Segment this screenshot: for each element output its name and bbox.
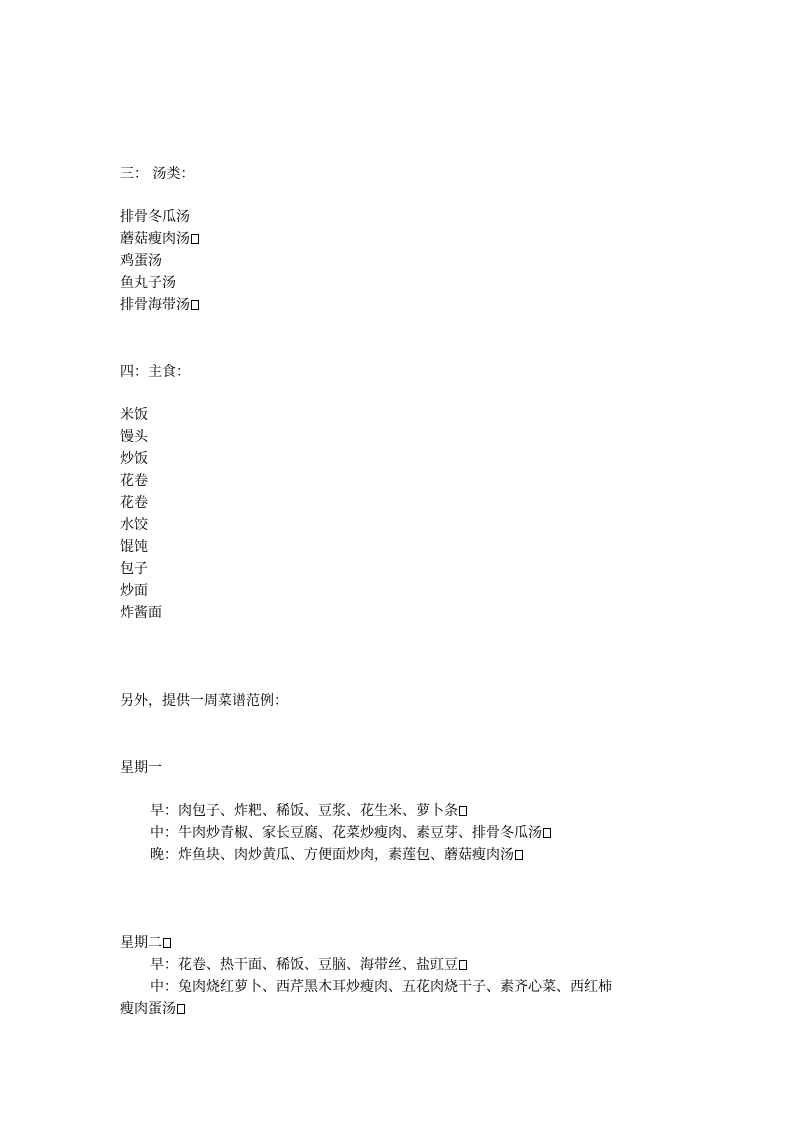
missing-glyph-box — [459, 960, 467, 970]
monday-dinner: 晚：炸鱼块、肉炒黄瓜、方便面炒肉，素莲包、蘑菇瘦肉汤 — [150, 844, 523, 866]
staple-item: 馄饨 — [120, 539, 148, 555]
missing-glyph-box — [177, 1004, 185, 1014]
tuesday-breakfast: 早：花卷、热干面、稀饭、豆脑、海带丝、盐豇豆 — [150, 954, 467, 976]
missing-glyph-box — [459, 806, 467, 816]
soup-item: 排骨冬瓜汤 — [120, 209, 190, 225]
missing-glyph-box — [515, 850, 523, 860]
staple-item: 花卷 — [120, 495, 148, 511]
tuesday-title: 星期二 — [120, 932, 171, 954]
missing-glyph-box — [163, 938, 171, 948]
staple-item: 花卷 — [120, 473, 148, 489]
staple-item: 炸酱面 — [120, 605, 162, 621]
staple-item: 米饭 — [120, 407, 148, 423]
staple-item: 炒饭 — [120, 451, 148, 467]
monday-breakfast: 早：肉包子、炸粑、稀饭、豆浆、花生米、萝卜条 — [150, 800, 467, 822]
staple-heading: 四：主食： — [120, 364, 190, 380]
weekly-menu-intro: 另外，提供一周菜谱范例： — [120, 693, 288, 709]
monday-title: 星期一 — [120, 760, 162, 776]
staple-item: 水饺 — [120, 517, 148, 533]
staple-item: 馒头 — [120, 429, 148, 445]
missing-glyph-box — [191, 300, 199, 310]
staple-item: 包子 — [120, 561, 148, 577]
tuesday-lunch-continued: 瘦肉蛋汤 — [120, 998, 185, 1020]
staple-item: 炒面 — [120, 583, 148, 599]
missing-glyph-box — [543, 828, 551, 838]
soup-item: 蘑菇瘦肉汤 — [120, 228, 199, 250]
missing-glyph-box — [191, 234, 199, 244]
soup-item: 排骨海带汤 — [120, 294, 199, 316]
soup-item: 鸡蛋汤 — [120, 253, 162, 269]
monday-lunch: 中：牛肉炒青椒、家长豆腐、花菜炒瘦肉、素豆芽、排骨冬瓜汤 — [150, 822, 551, 844]
soup-item: 鱼丸子汤 — [120, 275, 176, 291]
soup-heading: 三： 汤类： — [120, 166, 195, 182]
tuesday-lunch: 中：兔肉烧红萝卜、西芹黑木耳炒瘦肉、五花肉烧干子、素齐心菜、西红柿 — [150, 979, 612, 995]
